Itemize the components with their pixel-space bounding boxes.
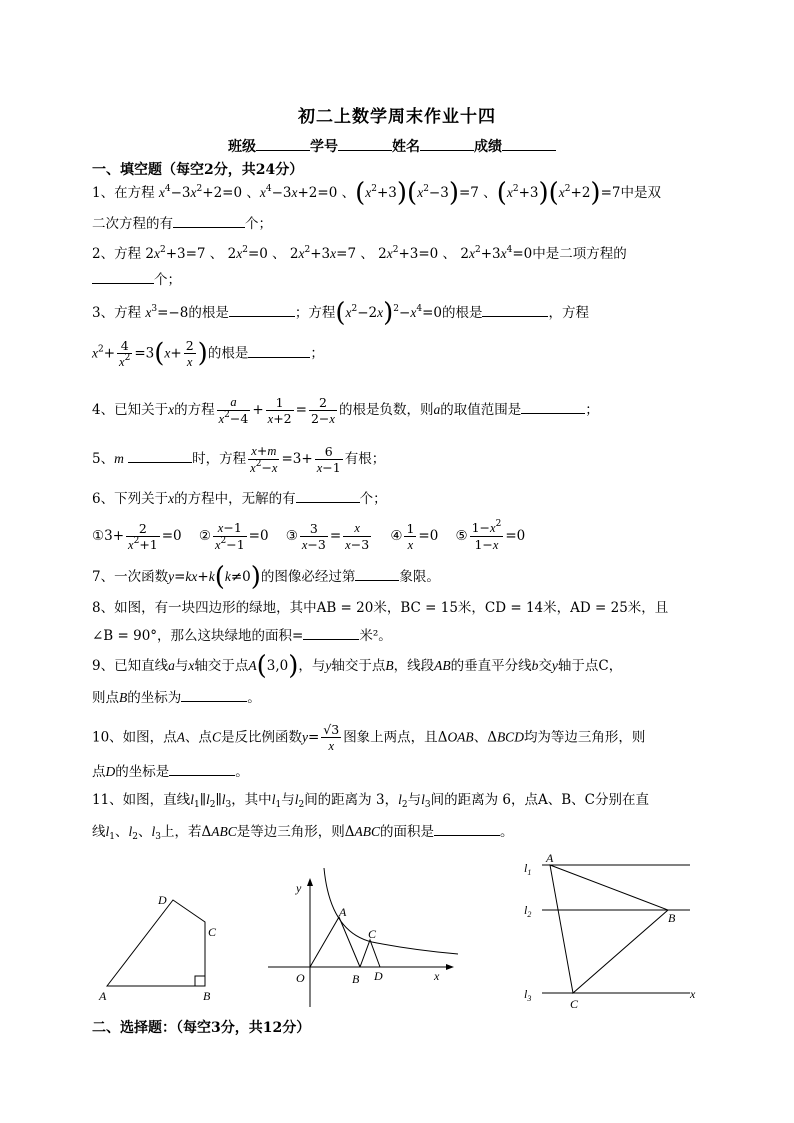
q3-p5: ，方程	[548, 305, 589, 321]
q6-answer-blank[interactable]	[296, 489, 360, 503]
q11-p3: 与	[281, 792, 295, 808]
q2-answer-blank[interactable]	[92, 270, 154, 284]
fig3-label-x: x	[690, 987, 696, 1001]
q4-p2: 的方程	[174, 402, 215, 418]
q3-p4: 的根是	[441, 305, 483, 321]
q9-p6: ，线段	[393, 658, 435, 674]
q7-p1: 7、一次函数	[92, 569, 169, 585]
q6-p2: 的方程中，无解的有	[174, 491, 296, 507]
fig2-label-a: A	[339, 905, 347, 919]
id-label: 学号	[310, 139, 338, 155]
fig3-label-l1: $l_1$	[524, 861, 532, 877]
fig3-label-l3: $l_3$	[524, 987, 532, 1003]
question-10: 10、如图，点A、点C是反比例函数y= $\frac{√3}{x}$ 图象上两点，且ΔOAB、ΔBCD均为等边三角形，则	[92, 722, 646, 753]
q1-line2-pre: 二次方程的有	[92, 216, 173, 232]
question-1: 1、在方程 $x^4-3x^2+2=0$ 、$x^4-3x+2=0$ 、$(x^2+3)(x^2-3)=7$ 、$(x^2+3)(x^2+2)=7$中是双	[92, 178, 661, 208]
score-label: 成绩	[474, 139, 502, 155]
triangle-abc	[550, 865, 668, 993]
q11-p5: 与	[407, 792, 422, 808]
q6-option-5-marker: ⑤	[455, 528, 468, 544]
fig2-label-c: C	[368, 927, 377, 941]
q9-p3: 轴交于点	[194, 658, 249, 674]
q10-p5: 、	[473, 729, 488, 746]
q11-line2-mid2: 是等边三角形，则	[236, 824, 345, 840]
q6-option-4-marker: ④	[390, 528, 403, 544]
right-angle-mark	[195, 976, 205, 986]
q4-p3: 的根是负数，则	[338, 402, 434, 418]
fig3-label-c: C	[570, 997, 579, 1011]
id-field[interactable]	[338, 136, 392, 151]
question-11-line-2: 线$l_1$、$l_2$、$l_3$上，若ΔABC是等边三角形，则ΔABC的面积是 。	[92, 824, 514, 842]
q10-answer-blank[interactable]	[169, 762, 235, 776]
q7-p2: 的图像必经过第	[260, 569, 356, 585]
q8-bc: BC = 15米，	[400, 600, 485, 616]
class-field[interactable]	[256, 136, 310, 151]
q10-p4: 图象上两点，且	[343, 729, 438, 746]
q3-line2-end: ；	[310, 345, 324, 362]
question-4: 4、已知关于x的方程 $\frac{a}{x^2-4}$ + $\frac{1}{x+2}$ = $\frac{2}{2-x}$ 的根是负数，则a的取值范围是 ；	[92, 394, 599, 426]
figure-parallel-lines	[520, 850, 705, 1012]
q3-answer-blank-2[interactable]	[482, 303, 548, 317]
q4-p1: 4、已知关于	[92, 402, 169, 418]
triangle-oab	[310, 917, 360, 967]
question-7: 7、一次函数y=kx+k(k≠0)的图像必经过第 象限。	[92, 562, 440, 592]
q9-p4: ，与	[298, 658, 326, 674]
q2-text: 2、方程	[92, 246, 142, 262]
q11-line2-mid3: 的面积是	[380, 824, 434, 840]
q9-p7: 的垂直平分线	[450, 658, 532, 674]
q9-line2-mid: 的坐标为	[127, 690, 182, 706]
q11-line2-pre: 线	[92, 824, 106, 840]
score-field[interactable]	[502, 136, 556, 151]
question-8-line-2	[92, 626, 704, 645]
quadrilateral-shape	[107, 900, 205, 986]
question-3: 3、方程 $x^3=-8$的根是 ；方程$(x^2-2x)^2-x^4=0$的根是 ，方程	[92, 298, 589, 328]
q11-p1: 11、如图，直线	[92, 792, 191, 808]
q11-line2-mid: 上，若	[161, 824, 202, 840]
q1-line2-post: 个；	[245, 216, 272, 232]
q8-answer-blank[interactable]	[303, 626, 359, 640]
figure-reciprocal-function	[262, 862, 462, 1012]
name-label: 姓名	[392, 139, 420, 155]
question-5: 5、m 时，方程 $\frac{x+m}{x^2-x}$ =3+ $\frac{6}{x-1}$ 有根；	[92, 443, 386, 475]
q4-p5: ；	[585, 402, 599, 418]
fig2-label-b: B	[352, 972, 360, 986]
q5-p3: 有根；	[344, 451, 386, 467]
q10-p6: 均为等边三角形，则	[523, 729, 646, 746]
q6-option-1-marker: ①	[92, 528, 105, 544]
page-title: 初二上数学周末作业十四	[298, 107, 496, 127]
q11-p4: 间的距离为 3，	[304, 792, 399, 808]
fig1-label-d: D	[158, 893, 167, 907]
q2-text-after: 中是二项方程的	[532, 246, 627, 262]
q1-text: 1、在方程	[92, 185, 155, 201]
triangle-bcd	[360, 940, 380, 967]
q9-answer-blank[interactable]	[181, 688, 247, 702]
q3-answer-blank-1[interactable]	[229, 303, 295, 317]
q5-answer-blank[interactable]	[128, 449, 192, 463]
q10-p2: 、点	[184, 729, 212, 746]
q1-answer-blank[interactable]	[173, 214, 245, 228]
fig2-label-x: x	[434, 969, 440, 983]
fig2-label-d: D	[374, 969, 383, 983]
student-info-row	[228, 136, 556, 156]
x-axis-arrow	[446, 964, 454, 970]
fig3-label-a: A	[546, 851, 554, 865]
q9-line2-post: 。	[247, 690, 261, 706]
q2-line2-post: 个；	[154, 272, 181, 288]
q11-p6: 间的距离为 6，点A、B、C分别在直	[430, 792, 649, 808]
q8-line2-pre: ∠B = 90°，那么这块绿地的面积=	[92, 628, 304, 644]
q5-p1: 5、	[92, 451, 115, 467]
q10-line2-mid: 的坐标是	[115, 764, 170, 780]
q7-answer-blank[interactable]	[355, 567, 399, 581]
figure-quadrilateral	[95, 888, 225, 1008]
q6-option-2-marker: ②	[198, 528, 211, 544]
q9-p1: 9、已知直线	[92, 658, 169, 674]
section-fill-blank-heading: 一、填空题（每空2分，共24分）	[92, 162, 304, 178]
q1-text-after: 中是双	[620, 185, 661, 201]
fig1-label-b: B	[203, 989, 211, 1003]
question-2-line-2	[92, 270, 704, 289]
q9-line2-pre: 则点	[92, 690, 119, 706]
fig3-label-b: B	[668, 911, 676, 925]
class-label: 班级	[228, 139, 256, 155]
fig2-label-o: O	[296, 971, 305, 985]
q4-p4: 的取值范围是	[440, 402, 522, 418]
q3-p1: 3、方程	[92, 305, 142, 321]
q7-p3: 象限。	[399, 569, 440, 585]
question-9: 9、已知直线a与x轴交于点A(3,0)，与y轴交于点B，线段AB的垂直平分线b交y轴于点C，	[92, 651, 623, 681]
q9-p5: 轴交于点	[331, 658, 386, 674]
q8-ad: AD = 25米，且	[570, 600, 669, 616]
q6-text: 6、下列关于	[92, 491, 169, 507]
question-8	[92, 599, 704, 617]
q11-line2-post: 。	[500, 824, 514, 840]
q3-line2-post: 的根是	[207, 345, 249, 362]
q4-answer-blank[interactable]	[521, 400, 585, 414]
q3-p2: 的根是	[188, 305, 229, 321]
q9-p8: 交	[538, 658, 552, 674]
q6-p3: 个；	[359, 491, 387, 507]
q10-line2-pre: 点	[92, 764, 106, 780]
question-11: 11、如图，直线$l_1\parallel l_2\parallel l_3$，其中$l_1$与$l_2$间的距离为 3，$l_2$与$l_3$间的距离为 6，点A、B、C分别在直	[92, 792, 649, 810]
q11-answer-blank[interactable]	[434, 822, 500, 836]
question-3-line-2: $x^2+$ $\frac{4}{x^2}$ =3(x+ $\frac{2}{x}$ )的根是 ；	[92, 338, 324, 369]
fig3-label-l2: $l_2$	[524, 903, 532, 919]
q10-line2-post: 。	[235, 764, 249, 780]
section-choice-heading: 二、选择题：（每空3分，共12分）	[92, 1020, 311, 1036]
fig1-label-a: A	[99, 989, 107, 1003]
q6-option-3-marker: ③	[285, 528, 298, 544]
q8-p1: 8、如图，有一块四边形的绿地，其中	[92, 600, 317, 616]
question-6-options: ①3+ $\frac{2}{x^2+1}$ =0 ② $\frac{x-1}{x^2-1}$ =0 ③ $\frac{3}{x-3}$ = $\frac{x}{x-3}$ ④ $\frac{1}{x}$ =0 ⑤ $\frac{1-x^2}{1-x}$ =0	[92, 519, 526, 552]
fig2-label-y: y	[296, 881, 302, 895]
name-field[interactable]	[420, 136, 474, 151]
q11-p2: ，其中	[231, 792, 272, 808]
question-1-line-2	[92, 214, 704, 233]
question-9-line-2: 则点B的坐标为 。	[92, 690, 261, 706]
question-10-line-2: 点D的坐标是 。	[92, 764, 249, 780]
q3-answer-blank-3[interactable]	[248, 344, 310, 358]
question-2: 2、方程 $2x^2+3=7$ 、 $2x^2=0$ 、 $2x^2+3x=7$ 、 $2x^2+3=0$ 、 $2x^2+3x^4=0$中是二项方程的	[92, 245, 627, 262]
q8-line2-post: 米²。	[359, 628, 392, 644]
q8-ab: AB = 20米，	[316, 600, 401, 616]
q9-p9: 轴于点C，	[557, 658, 623, 674]
fig1-label-c: C	[208, 925, 217, 939]
question-6: 6、下列关于x的方程中，无解的有 个；	[92, 491, 387, 507]
q8-cd: CD = 14米，	[484, 600, 571, 616]
q10-p3: 是反比例函数	[220, 729, 302, 746]
q9-p2: 与	[174, 658, 189, 674]
y-axis-arrow	[307, 878, 313, 886]
q10-p1: 10、如图，点	[92, 729, 177, 746]
q3-p3: ；方程	[294, 305, 336, 321]
q5-p2: 时，方程	[192, 451, 247, 467]
